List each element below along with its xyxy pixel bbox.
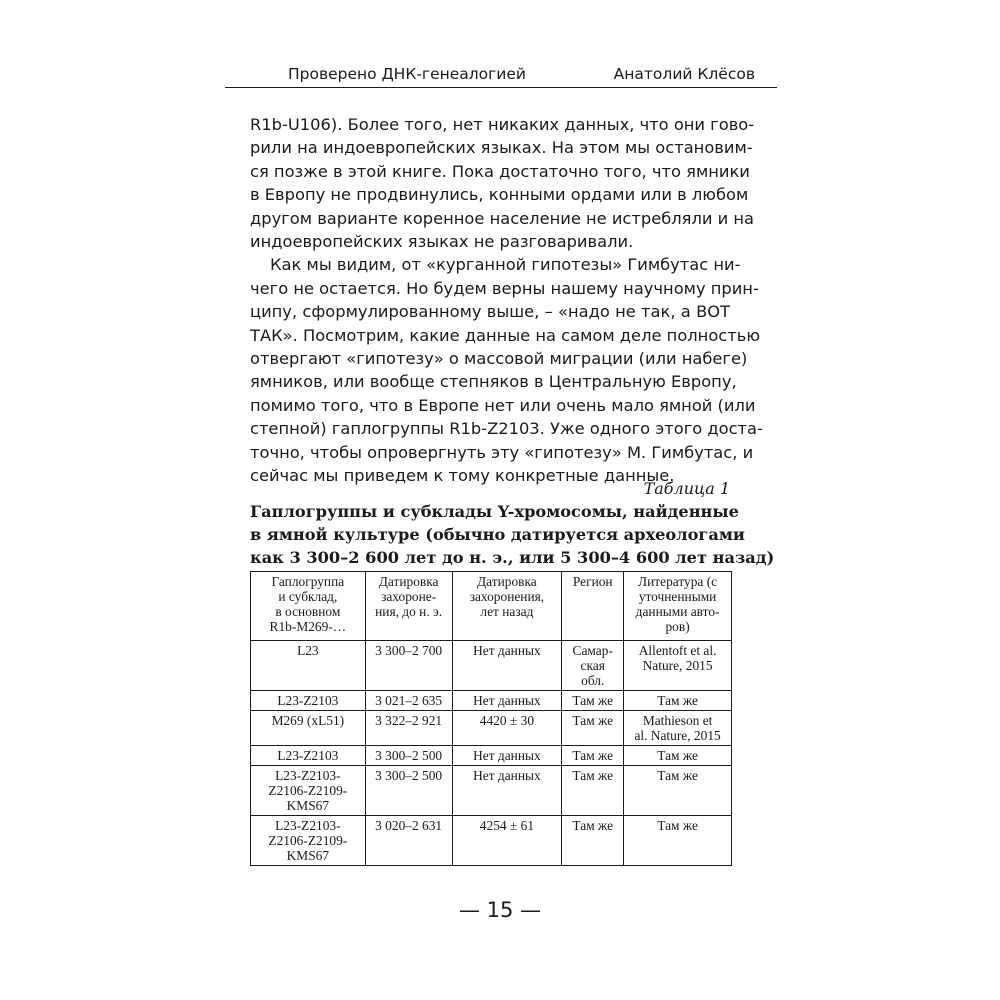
table-cell: Там же [562, 746, 624, 766]
table-row [251, 746, 732, 766]
table-cell: 4254 ± 61 [452, 816, 562, 866]
table-cell: L23-Z2103- Z2106-Z2109- KMS67 [251, 766, 366, 816]
text-line: помимо того, что в Европе нет или очень мало ямной (или [250, 395, 756, 415]
body-text [250, 113, 763, 488]
running-header-author: Анатолий Клёсов [613, 65, 755, 83]
text-line: степной) гаплогруппы R1b-Z2103. Уже одного этого доста- [250, 419, 763, 439]
table-cell: Там же [624, 766, 732, 816]
text-line: ТАК». Посмотрим, какие данные на самом деле полностью [250, 325, 761, 345]
running-header [225, 60, 775, 86]
table-cell: Allentoft et al. Nature, 2015 [624, 641, 732, 691]
table-title-line: как 3 300–2 600 лет до н. э., или 5 300–4 600 лет назад) [250, 548, 775, 567]
table-cell: Там же [624, 691, 732, 711]
haplogroup-table [250, 571, 732, 866]
table-cell: Нет данных [452, 746, 562, 766]
text-line: индоевропейских языках не разговаривали. [250, 232, 634, 252]
table-cell: L23-Z2103 [251, 746, 366, 766]
text-line: Как мы видим, от «курганной гипотезы» Гимбутас ни- [270, 255, 741, 275]
table-cell: Там же [562, 766, 624, 816]
table-cell: Там же [562, 816, 624, 866]
table-title [250, 500, 775, 569]
table-cell: 3 300–2 500 [365, 746, 452, 766]
table-cell: Там же [562, 711, 624, 746]
text-line: в Европу не продвинулись, конными ордами или в любом [250, 185, 749, 205]
table-row [251, 816, 732, 866]
table-cell: Там же [624, 746, 732, 766]
text-line: другом варианте коренное население не истребляли и на [250, 208, 754, 228]
text-line: ямников, или вообще степняков в Центральную Европу, [250, 372, 737, 392]
paragraph-1 [250, 113, 755, 253]
table-cell: L23 [251, 641, 366, 691]
text-line: ся позже в этой книге. Пока достаточно того, что ямники [250, 161, 750, 181]
table-row [251, 711, 732, 746]
text-line: отвергают «гипотезу» о массовой миграции (или набеге) [250, 349, 748, 369]
text-line: рили на индоевропейских языках. На этом мы остановим- [250, 138, 753, 158]
table-cell: L23-Z2103- Z2106-Z2109- KMS67 [251, 816, 366, 866]
table-cell: 3 322–2 921 [365, 711, 452, 746]
table-cell: Там же [562, 691, 624, 711]
table-row [251, 691, 732, 711]
table-cell: Нет данных [452, 691, 562, 711]
table-cell: M269 (xL51) [251, 711, 366, 746]
header-rule [225, 87, 777, 88]
paragraph-2 [250, 253, 763, 487]
table-cell: 3 021–2 635 [365, 691, 452, 711]
text-line: сейчас мы приведем к тому конкретные данные. [250, 466, 675, 486]
table-cell: Нет данных [452, 641, 562, 691]
page-number: — 15 — [458, 898, 542, 922]
table-cell: 3 020–2 631 [365, 816, 452, 866]
table-cell: Самар- ская обл. [562, 641, 624, 691]
column-header-haplogroup: Гаплогруппа и субклад, в основном R1b-M269-… [251, 572, 366, 641]
table-row [251, 766, 732, 816]
table-title-line: в ямной культуре (обычно датируется археологами [250, 525, 745, 544]
table-cell: Нет данных [452, 766, 562, 816]
table-header-row [251, 572, 732, 641]
table-title-line: Гаплогруппы и субклады Y-хромосомы, найденные [250, 502, 739, 521]
column-header-region: Регион [562, 572, 624, 641]
column-header-literature: Литература (с уточненными данными авто- ров) [624, 572, 732, 641]
table-cell: L23-Z2103 [251, 691, 366, 711]
column-header-dating-years-ago: Датировка захоронения, лет назад [452, 572, 562, 641]
table-cell: 3 300–2 700 [365, 641, 452, 691]
table-label: Таблица 1 [643, 479, 730, 498]
text-line: точно, чтобы опровергнуть эту «гипотезу» М. Гимбутас, и [250, 442, 754, 462]
column-header-dating-bc: Датировка захороне- ния, до н. э. [365, 572, 452, 641]
table-cell: Mathieson et al. Nature, 2015 [624, 711, 732, 746]
text-line: ципу, сформулированному выше, – «надо не так, а ВОТ [250, 302, 730, 322]
text-line: R1b-U106). Более того, нет никаких данных, что они гово- [250, 115, 755, 134]
running-header-book-title: Проверено ДНК-генеалогией [288, 65, 526, 83]
table-cell: 3 300–2 500 [365, 766, 452, 816]
table-row [251, 641, 732, 691]
text-line: чего не остается. Но будем верны нашему научному прин- [250, 278, 759, 298]
table-cell: 4420 ± 30 [452, 711, 562, 746]
table-cell: Там же [624, 816, 732, 866]
